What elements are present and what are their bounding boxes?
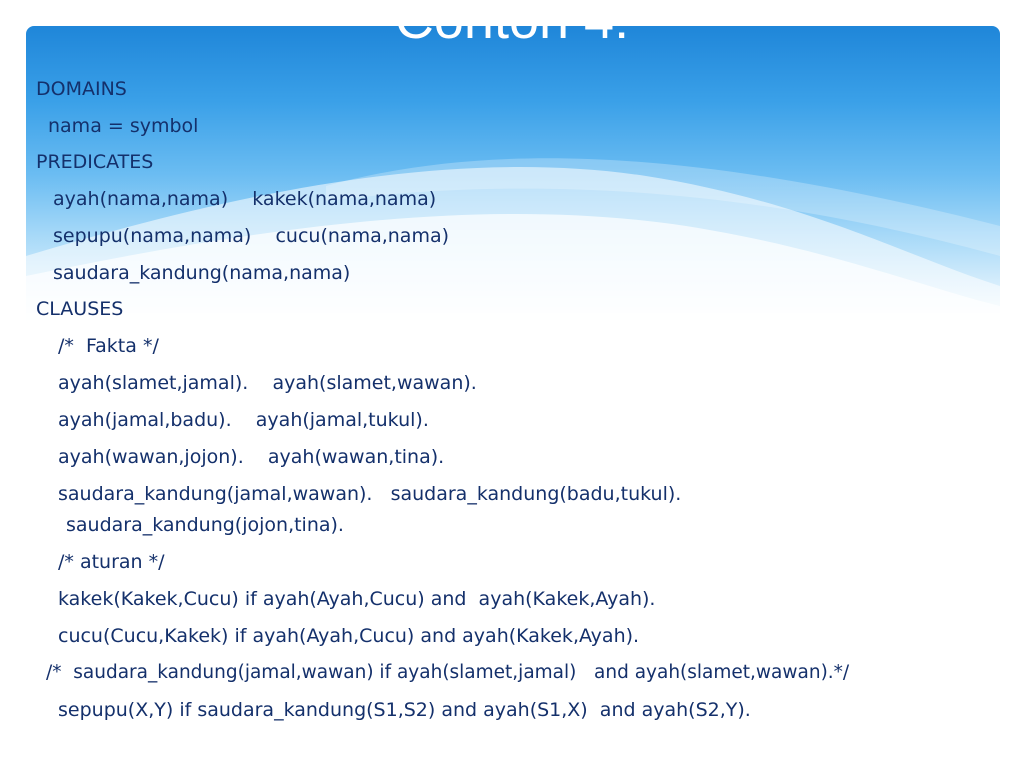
slide-title: Contoh 4:	[394, 0, 630, 50]
line-rule-cucu: cucu(Cucu,Kakek) if ayah(Ayah,Cucu) and ayah(Kakek,Ayah).	[58, 625, 640, 647]
line-pred-2: sepupu(nama,nama) cucu(nama,nama)	[53, 225, 450, 247]
line-fact-4-cont: saudara_kandung(jojon,tina).	[66, 514, 344, 536]
line-pred-3: saudara_kandung(nama,nama)	[53, 262, 351, 284]
line-fact-3: ayah(wawan,jojon). ayah(wawan,tina).	[58, 446, 445, 468]
line-comment-aturan: /* aturan */	[58, 551, 165, 573]
line-comment-saudara: /* saudara_kandung(jamal,wawan) if ayah(slamet,jamal) and ayah(slamet,wawan).*/	[46, 662, 850, 683]
line-rule-kakek: kakek(Kakek,Cucu) if ayah(Ayah,Cucu) and ayah(Kakek,Ayah).	[58, 588, 656, 610]
line-comment-fakta: /* Fakta */	[58, 335, 159, 357]
line-fact-4: saudara_kandung(jamal,wawan). saudara_kandung(badu,tukul).	[58, 483, 682, 505]
line-domains: DOMAINS	[36, 78, 127, 100]
line-fact-2: ayah(jamal,badu). ayah(jamal,tukul).	[58, 409, 429, 431]
line-rule-sepupu: sepupu(X,Y) if saudara_kandung(S1,S2) and ayah(S1,X) and ayah(S2,Y).	[58, 699, 751, 721]
line-nama-symbol: nama = symbol	[48, 115, 199, 137]
line-predicates: PREDICATES	[36, 151, 154, 173]
line-pred-1: ayah(nama,nama) kakek(nama,nama)	[53, 188, 437, 210]
line-fact-1: ayah(slamet,jamal). ayah(slamet,wawan).	[58, 372, 477, 394]
line-clauses: CLAUSES	[36, 298, 124, 320]
